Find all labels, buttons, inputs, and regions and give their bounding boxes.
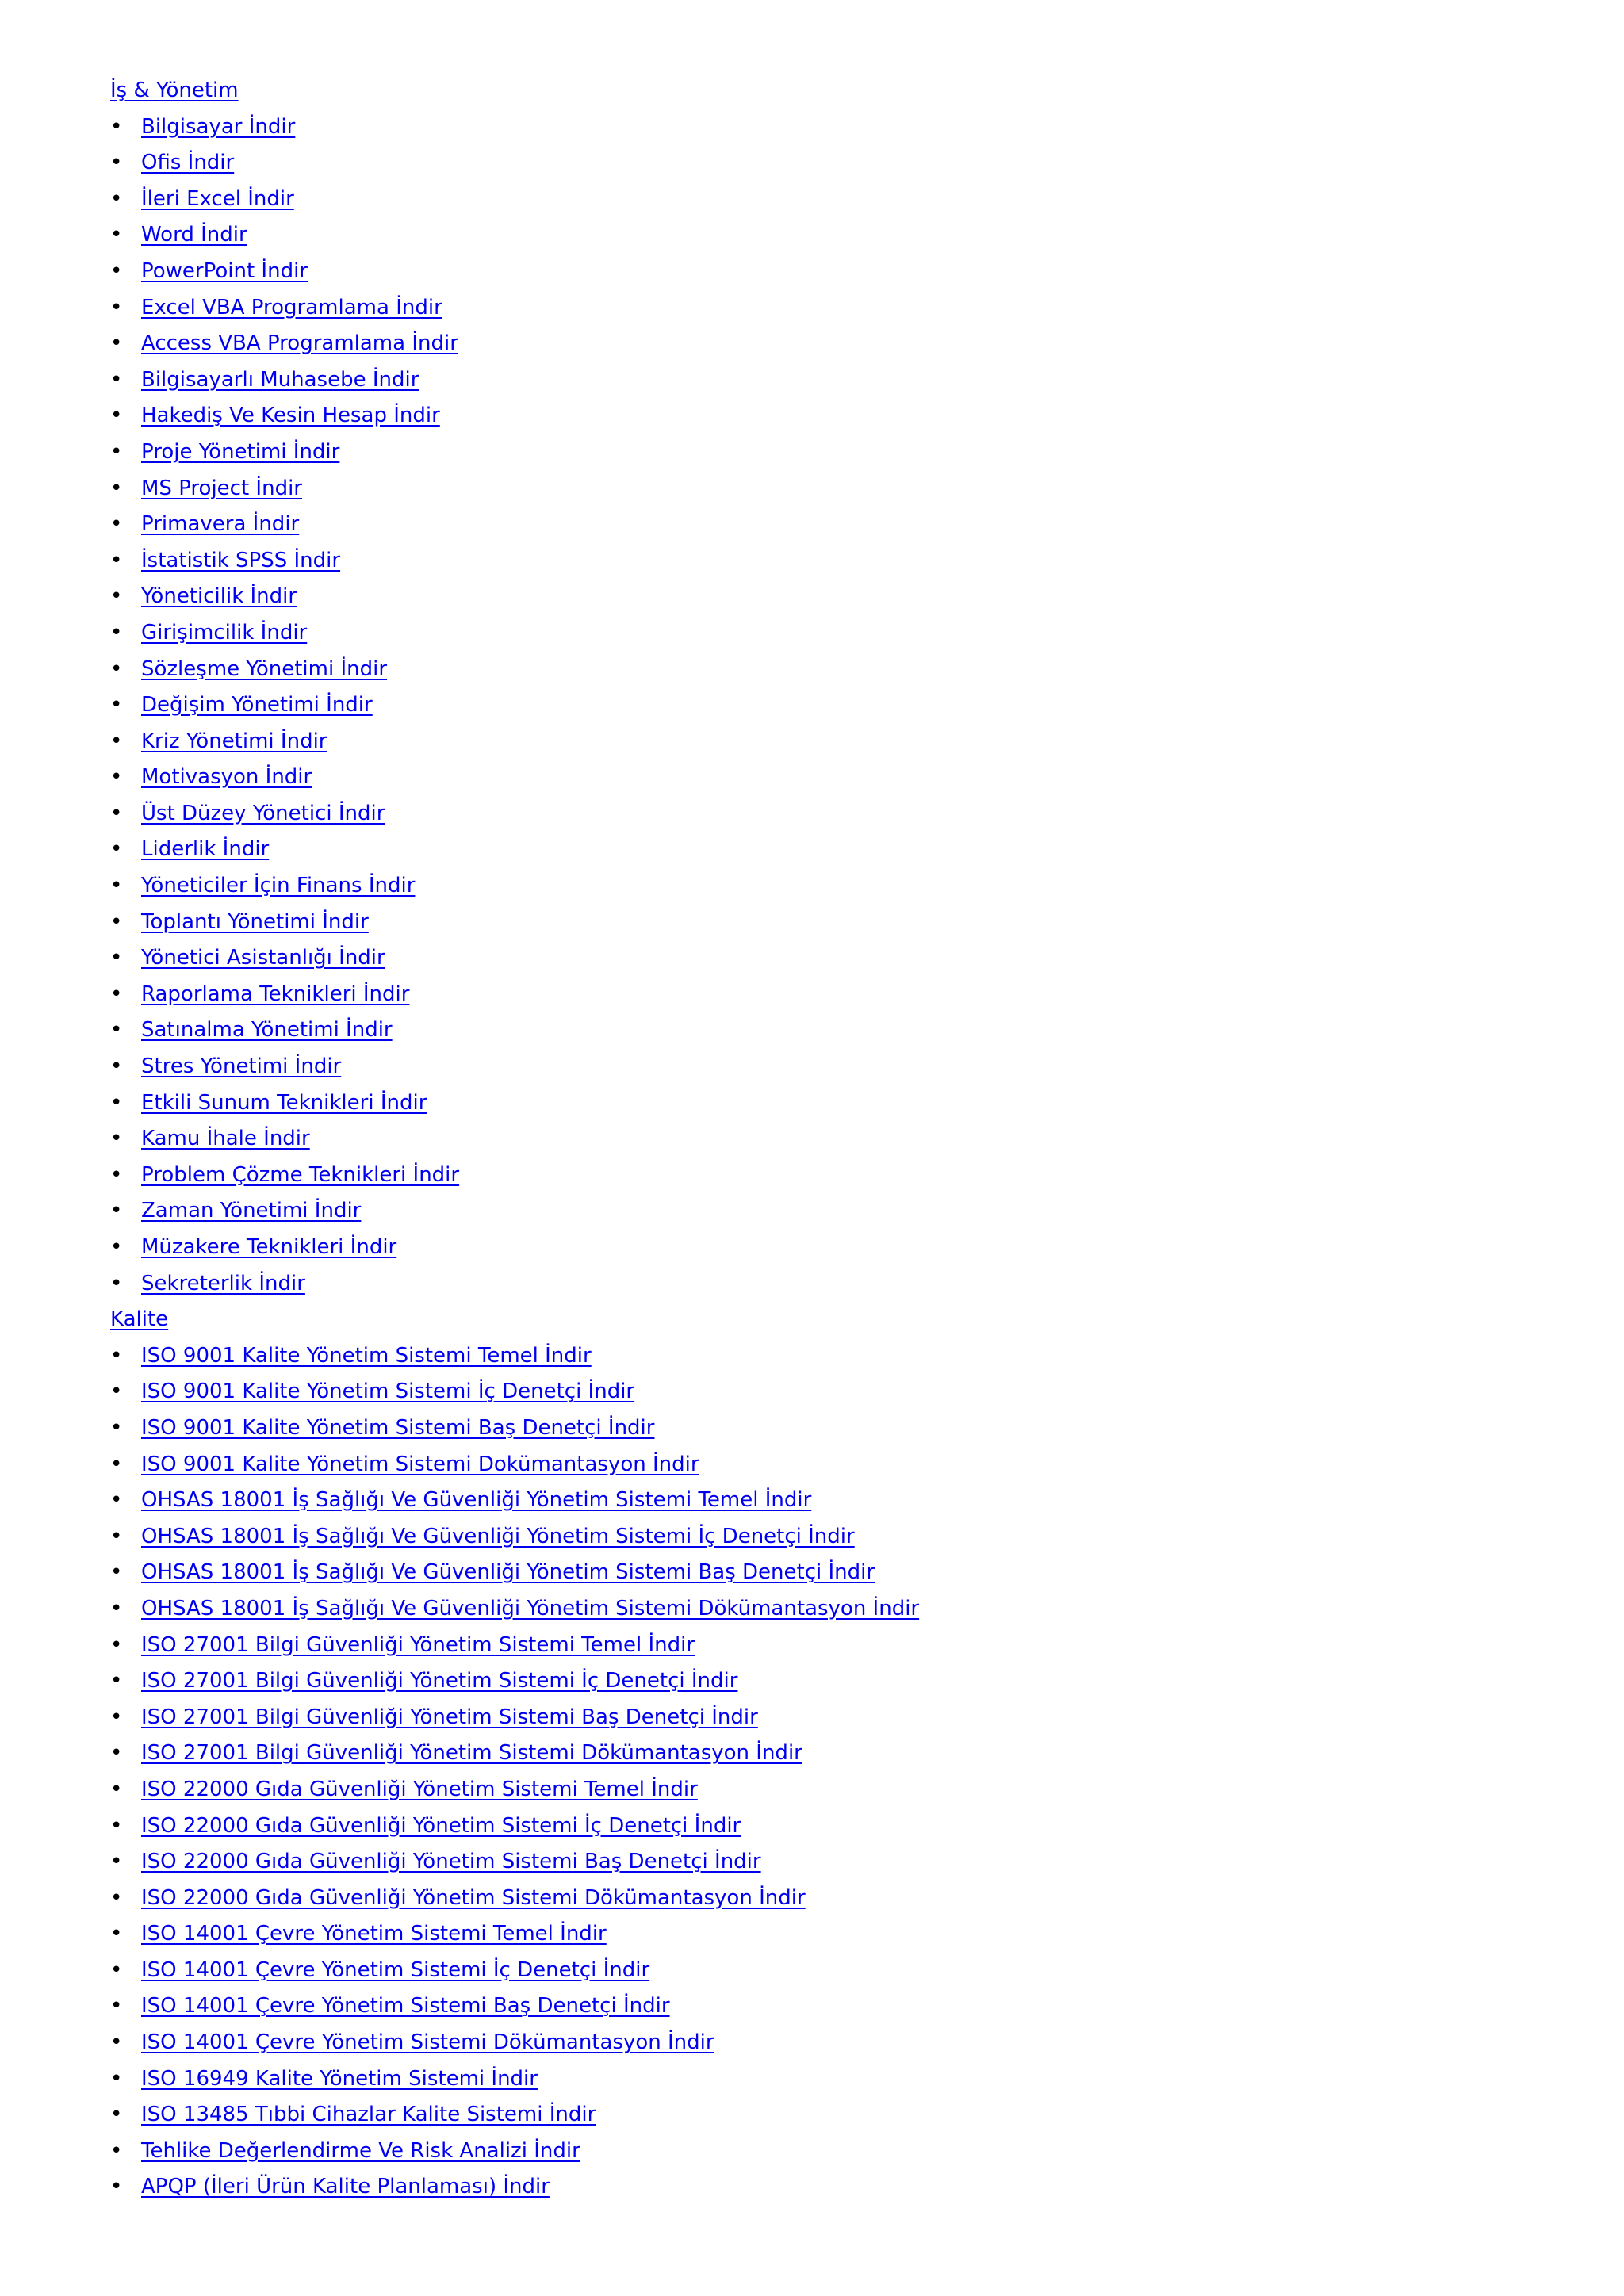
list-item — [110, 290, 1538, 327]
download-link[interactable]: ISO 14001 Çevre Yönetim Sistemi Temel İndir — [141, 1922, 607, 1946]
list-item — [110, 543, 1538, 580]
bullet-icon: • — [110, 584, 123, 609]
download-link[interactable]: ISO 22000 Gıda Güvenliği Yönetim Sistemi Temel İndir — [141, 1777, 698, 1801]
list-item — [110, 1049, 1538, 1085]
bullet-icon: • — [110, 439, 123, 464]
bullet-icon: • — [110, 1452, 123, 1476]
bullet-icon: • — [110, 151, 123, 175]
bullet-icon: • — [110, 729, 123, 753]
bullet-icon: • — [110, 114, 123, 139]
download-link[interactable]: ISO 14001 Çevre Yönetim Sistemi İç Denetçi İndir — [141, 1957, 650, 1982]
bullet-icon: • — [110, 874, 123, 898]
list-item — [110, 1338, 1538, 1375]
list-item — [110, 2025, 1538, 2061]
list-item — [110, 1519, 1538, 1556]
bullet-icon: • — [110, 1922, 123, 1946]
download-link[interactable]: Excel VBA Programlama İndir — [141, 295, 442, 320]
download-link[interactable]: İstatistik SPSS İndir — [141, 548, 341, 572]
bullet-icon: • — [110, 1127, 123, 1151]
list-item — [110, 1844, 1538, 1881]
bullet-icon: • — [110, 1596, 123, 1621]
download-link[interactable]: ISO 9001 Kalite Yönetim Sistemi Dokümantasyon İndir — [141, 1452, 699, 1476]
download-link[interactable]: Etkili Sunum Teknikleri İndir — [141, 1090, 427, 1115]
download-link[interactable]: Satınalma Yönetimi İndir — [141, 1018, 393, 1043]
download-link[interactable]: ISO 16949 Kalite Yönetim Sistemi İndir — [141, 2066, 538, 2091]
bullet-icon: • — [110, 1090, 123, 1115]
list-item — [110, 507, 1538, 543]
list-item — [110, 1266, 1538, 1303]
download-link[interactable]: Raporlama Teknikleri İndir — [141, 982, 410, 1006]
download-link[interactable]: Sözleşme Yönetimi İndir — [141, 656, 388, 681]
list-item — [110, 1374, 1538, 1410]
list-item — [110, 940, 1538, 977]
download-link[interactable]: Girişimcilik İndir — [141, 620, 308, 645]
download-link[interactable]: OHSAS 18001 İş Sağlığı Ve Güvenliği Yönetim Sistemi Dökümantasyon İndir — [141, 1596, 920, 1621]
list-item — [110, 182, 1538, 218]
bullet-icon: • — [110, 946, 123, 970]
bullet-icon: • — [110, 1343, 123, 1368]
bullet-icon: • — [110, 2103, 123, 2127]
download-link[interactable]: Toplantı Yönetimi İndir — [141, 909, 369, 934]
download-link[interactable]: MS Project İndir — [141, 476, 302, 500]
list-item — [110, 905, 1538, 941]
list-item — [110, 1628, 1538, 1664]
download-link[interactable]: Bilgisayarlı Muhasebe İndir — [141, 367, 419, 392]
bullet-icon: • — [110, 837, 123, 862]
bullet-icon: • — [110, 295, 123, 320]
bullet-icon: • — [110, 2066, 123, 2091]
list-item — [110, 1158, 1538, 1194]
download-link[interactable]: APQP (İleri Ürün Kalite Planlaması) İndir — [141, 2175, 550, 2199]
bullet-icon: • — [110, 1777, 123, 1801]
list-item — [110, 796, 1538, 832]
bullet-icon: • — [110, 1018, 123, 1043]
bullet-icon: • — [110, 476, 123, 500]
course-list-kalite — [110, 1338, 1538, 2206]
bullet-icon: • — [110, 909, 123, 934]
bullet-icon: • — [110, 1669, 123, 1693]
download-link[interactable]: Yöneticiler İçin Finans İndir — [141, 874, 416, 898]
download-link[interactable]: Liderlik İndir — [141, 837, 270, 862]
download-link[interactable]: ISO 14001 Çevre Yönetim Sistemi Dökümantasyon İndir — [141, 2030, 714, 2055]
download-link[interactable]: Motivasyon İndir — [141, 765, 312, 790]
list-item — [110, 217, 1538, 254]
list-item — [110, 1193, 1538, 1230]
download-link[interactable]: Primavera İndir — [141, 512, 300, 537]
download-link[interactable]: Zaman Yönetimi İndir — [141, 1199, 362, 1223]
bullet-icon: • — [110, 1850, 123, 1874]
bullet-icon: • — [110, 1885, 123, 1910]
bullet-icon: • — [110, 1994, 123, 2019]
bullet-icon: • — [110, 186, 123, 211]
bullet-icon: • — [110, 331, 123, 356]
download-link[interactable]: Sekreterlik İndir — [141, 1271, 305, 1295]
list-item — [110, 1663, 1538, 1700]
list-item — [110, 1483, 1538, 1519]
list-item — [110, 724, 1538, 760]
bullet-icon: • — [110, 1054, 123, 1079]
bullet-icon: • — [110, 1199, 123, 1223]
download-link[interactable]: ISO 9001 Kalite Yönetim Sistemi İç Denetçi İndir — [141, 1380, 635, 1404]
document-page — [110, 73, 1538, 2206]
bullet-icon: • — [110, 982, 123, 1006]
download-link[interactable]: Yöneticilik İndir — [141, 584, 297, 609]
bullet-icon: • — [110, 765, 123, 790]
list-item — [110, 1916, 1538, 1953]
bullet-icon: • — [110, 258, 123, 283]
list-item — [110, 1808, 1538, 1845]
list-item — [110, 1085, 1538, 1122]
download-link[interactable]: Kamu İhale İndir — [141, 1127, 310, 1151]
download-link[interactable]: ISO 27001 Bilgi Güvenliği Yönetim Sistemi Temel İndir — [141, 1632, 695, 1657]
list-item — [110, 1555, 1538, 1591]
list-item — [110, 1988, 1538, 2025]
list-item — [110, 1700, 1538, 1736]
bullet-icon: • — [110, 1813, 123, 1838]
bullet-icon: • — [110, 1524, 123, 1548]
download-link[interactable]: ISO 27001 Bilgi Güvenliği Yönetim Sistemi İç Denetçi İndir — [141, 1669, 738, 1693]
bullet-icon: • — [110, 620, 123, 645]
download-link[interactable]: Yönetici Asistanlığı İndir — [141, 946, 385, 970]
download-link[interactable]: ISO 13485 Tıbbi Cihazlar Kalite Sistemi İndir — [141, 2103, 596, 2127]
download-link[interactable]: Word İndir — [141, 223, 247, 247]
download-link[interactable]: Ofis İndir — [141, 151, 235, 175]
bullet-icon: • — [110, 1741, 123, 1766]
list-item — [110, 1230, 1538, 1266]
section-heading-is-yonetim[interactable]: İş & Yönetim — [110, 78, 239, 102]
list-item — [110, 615, 1538, 652]
list-item — [110, 254, 1538, 290]
list-item — [110, 1881, 1538, 1917]
bullet-icon: • — [110, 1488, 123, 1513]
download-link[interactable]: ISO 22000 Gıda Güvenliği Yönetim Sistemi Dökümantasyon İndir — [141, 1885, 806, 1910]
list-item — [110, 145, 1538, 182]
download-link[interactable]: ISO 9001 Kalite Yönetim Sistemi Baş Denetçi İndir — [141, 1415, 655, 1440]
list-item — [110, 1447, 1538, 1483]
bullet-icon: • — [110, 548, 123, 572]
download-link[interactable]: OHSAS 18001 İş Sağlığı Ve Güvenliği Yönetim Sistemi İç Denetçi İndir — [141, 1524, 855, 1548]
bullet-icon: • — [110, 1380, 123, 1404]
bullet-icon: • — [110, 1632, 123, 1657]
list-item — [110, 2061, 1538, 2098]
list-item — [110, 652, 1538, 688]
download-link[interactable]: OHSAS 18001 İş Sağlığı Ve Güvenliği Yönetim Sistemi Baş Denetçi İndir — [141, 1560, 875, 1585]
download-link[interactable]: Müzakere Teknikleri İndir — [141, 1235, 397, 1259]
bullet-icon: • — [110, 1705, 123, 1729]
bullet-icon: • — [110, 1235, 123, 1259]
list-item — [110, 687, 1538, 724]
download-link[interactable]: Değişim Yönetimi İndir — [141, 693, 373, 718]
download-link[interactable]: İleri Excel İndir — [141, 186, 294, 211]
list-item — [110, 1121, 1538, 1158]
list-item — [110, 326, 1538, 362]
download-link[interactable]: PowerPoint İndir — [141, 258, 308, 283]
bullet-icon: • — [110, 1560, 123, 1585]
bullet-icon: • — [110, 1162, 123, 1187]
list-item — [110, 832, 1538, 868]
course-list-is-yonetim — [110, 109, 1538, 1303]
section-heading-kalite[interactable]: Kalite — [110, 1307, 169, 1332]
bullet-icon: • — [110, 367, 123, 392]
bullet-icon: • — [110, 801, 123, 825]
list-item — [110, 579, 1538, 615]
bullet-icon: • — [110, 693, 123, 718]
bullet-icon: • — [110, 2175, 123, 2199]
list-item — [110, 2133, 1538, 2170]
download-link[interactable]: ISO 22000 Gıda Güvenliği Yönetim Sistemi Baş Denetçi İndir — [141, 1850, 761, 1874]
bullet-icon: • — [110, 1415, 123, 1440]
list-item — [110, 471, 1538, 507]
list-item — [110, 1735, 1538, 1772]
list-item — [110, 1012, 1538, 1049]
download-link[interactable]: ISO 14001 Çevre Yönetim Sistemi Baş Denetçi İndir — [141, 1994, 670, 2019]
download-link[interactable]: ISO 27001 Bilgi Güvenliği Yönetim Sistemi Dökümantasyon İndir — [141, 1741, 802, 1766]
list-item — [110, 2169, 1538, 2206]
download-link[interactable]: Hakediş Ve Kesin Hesap İndir — [141, 404, 440, 428]
download-link[interactable]: OHSAS 18001 İş Sağlığı Ve Güvenliği Yönetim Sistemi Temel İndir — [141, 1488, 812, 1513]
download-link[interactable]: Problem Çözme Teknikleri İndir — [141, 1162, 460, 1187]
download-link[interactable]: Bilgisayar İndir — [141, 114, 296, 139]
bullet-icon: • — [110, 1957, 123, 1982]
download-link[interactable]: Stres Yönetimi İndir — [141, 1054, 342, 1079]
list-item — [110, 434, 1538, 471]
list-item — [110, 977, 1538, 1013]
download-link[interactable]: Proje Yönetimi İndir — [141, 439, 340, 464]
bullet-icon: • — [110, 404, 123, 428]
download-link[interactable]: ISO 27001 Bilgi Güvenliği Yönetim Sistemi Baş Denetçi İndir — [141, 1705, 758, 1729]
list-item — [110, 2097, 1538, 2133]
list-item — [110, 868, 1538, 905]
bullet-icon: • — [110, 1271, 123, 1295]
bullet-icon: • — [110, 2138, 123, 2163]
list-item — [110, 398, 1538, 434]
list-item — [110, 1591, 1538, 1628]
list-item — [110, 1772, 1538, 1808]
download-link[interactable]: ISO 22000 Gıda Güvenliği Yönetim Sistemi İç Denetçi İndir — [141, 1813, 741, 1838]
bullet-icon: • — [110, 223, 123, 247]
download-link[interactable]: ISO 9001 Kalite Yönetim Sistemi Temel İndir — [141, 1343, 592, 1368]
download-link[interactable]: Access VBA Programlama İndir — [141, 331, 458, 356]
download-link[interactable]: Kriz Yönetimi İndir — [141, 729, 327, 753]
bullet-icon: • — [110, 656, 123, 681]
bullet-icon: • — [110, 512, 123, 537]
list-item — [110, 1410, 1538, 1447]
list-item — [110, 109, 1538, 146]
bullet-icon: • — [110, 2030, 123, 2055]
list-item — [110, 362, 1538, 399]
download-link[interactable]: Tehlike Değerlendirme Ve Risk Analizi İndir — [141, 2138, 580, 2163]
list-item — [110, 1953, 1538, 1989]
download-link[interactable]: Üst Düzey Yönetici İndir — [141, 801, 385, 825]
list-item — [110, 760, 1538, 796]
